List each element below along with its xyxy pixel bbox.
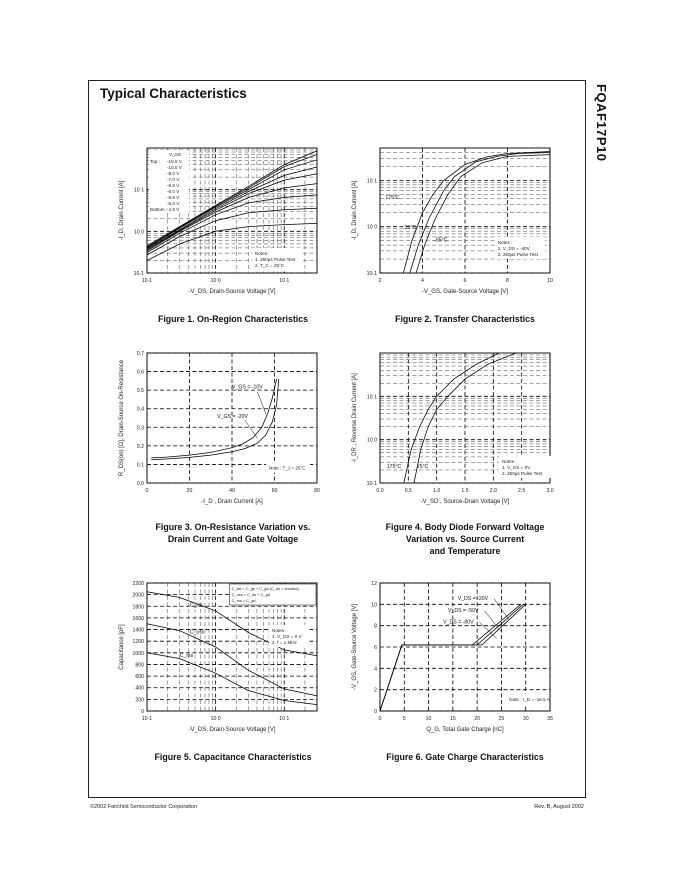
figure-1-chart <box>100 140 330 310</box>
notes-line: 1. V_GS = 0 V <box>272 633 302 639</box>
legend-entry: C_oss = C_ds + C_gd <box>231 592 270 597</box>
y-axis-label: R_DS(on) [Ω], Drain-Source On-Resistance <box>119 359 125 477</box>
legend-entry: -5.0 V <box>167 201 180 206</box>
legend-entry: -6.5 V <box>167 183 180 188</box>
x-tick-label: 35 <box>547 716 553 722</box>
y-tick-label: 0.7 <box>136 351 144 357</box>
y-tick-label: 1200 <box>132 639 144 646</box>
y-tick-label: 400 <box>135 685 144 692</box>
y-tick-label: 0.6 <box>136 369 144 376</box>
x-tick-label: 10 <box>425 716 432 722</box>
label-175c: 175°C <box>385 194 400 201</box>
y-tick-label: 12 <box>371 581 377 587</box>
figure-5-caption: Figure 5. Capacitance Characteristics <box>154 752 312 762</box>
label-25c: 25°C <box>404 224 417 231</box>
legend-header: V_GS <box>168 152 182 157</box>
legend-entry: -4.5 V <box>167 207 180 212</box>
x-axis-label: -V_SD , Source-Drain Voltage [V] <box>420 499 510 505</box>
x-tick-label: 15 <box>449 716 456 722</box>
x-tick-label: 0 <box>145 488 149 494</box>
figure-2-chart <box>345 140 575 310</box>
label-vds-80v: V_DS = -80V <box>443 619 474 626</box>
x-tick-label: 8 <box>506 278 509 284</box>
x-tick-label: 2.0 <box>489 488 497 494</box>
y-tick-label: 10 <box>371 602 377 609</box>
label-vgs-20v: V_GS = -20V <box>217 414 248 420</box>
notes-line: 2. 250μs Pulse Test <box>497 251 538 257</box>
y-tick-label: 6 <box>374 645 377 651</box>
y-axis-label: Capacitance [pF] <box>119 624 125 670</box>
y-tick-label: 10 0 <box>366 224 377 231</box>
label-minus55c: -55°C <box>434 237 448 244</box>
label-vgs-10v: V_GS = -10V <box>232 384 263 391</box>
x-axis-label: -I_D , Drain Current [A] <box>201 499 263 505</box>
y-tick-label: 800 <box>135 662 144 669</box>
figure-6-chart <box>345 575 575 745</box>
figure-4-caption: Figure 4. Body Diode Forward Voltage Variation vs. Source Current and Temperature <box>385 522 545 556</box>
figure-6-caption: Figure 6. Gate Charge Characteristics <box>386 752 544 762</box>
x-tick-label: 10-1 <box>141 716 153 722</box>
x-tick-label: 10-1 <box>141 278 153 284</box>
y-tick-label: 10-1 <box>133 271 144 277</box>
legend-entry: -15.0 V <box>167 159 182 164</box>
legend-entry: C_rss = C_gd <box>231 598 256 603</box>
y-tick-label: 10 1 <box>133 187 144 194</box>
x-tick-label: 0 <box>378 716 382 722</box>
series-line-v-gs-20v <box>151 379 278 460</box>
label-coss: C_oss <box>189 629 205 636</box>
notes-line: Note : T_J = 25°C <box>269 465 306 471</box>
y-axis-label: -V_GS, Gate-Source Voltage [V] <box>352 603 358 691</box>
notes-line: 1. V_GS = 0V <box>502 464 531 470</box>
y-tick-label: 8 <box>374 623 377 630</box>
y-tick-label: 0 <box>374 709 377 715</box>
y-tick-label: 0 <box>141 709 144 715</box>
y-tick-label: 0.5 <box>136 388 144 395</box>
y-tick-label: 200 <box>135 697 144 704</box>
y-axis-label: -I_DR , Reverse Drain Current [A] <box>352 373 358 463</box>
x-tick-label: 10 <box>547 278 553 284</box>
y-tick-label: 10 1 <box>366 394 377 401</box>
legend-entry: -7.0 V <box>167 177 180 182</box>
notes-line: 2. f = 1 MHz <box>272 639 297 645</box>
x-tick-label: 4 <box>421 278 424 284</box>
label-vds-50v: V_DS = -50V <box>448 607 479 614</box>
y-tick-label: 0.0 <box>136 481 144 487</box>
x-axis-label: -V_DS, Drain-Source Voltage [V] <box>188 727 276 733</box>
y-tick-label: 0.1 <box>136 462 144 469</box>
figure-1-caption: Figure 1. On-Region Characteristics <box>157 314 309 324</box>
y-tick-label: 0.3 <box>136 425 144 432</box>
figure-3-caption: Figure 3. On-Resistance Variation vs. Drain Current and Gate Voltage <box>155 522 311 544</box>
notes-line: 1. V_DS = -40V <box>497 245 530 251</box>
x-tick-label: 1.0 <box>433 488 441 494</box>
x-tick-label: 20 <box>474 716 481 722</box>
label-leader <box>484 611 501 632</box>
x-tick-label: 20 <box>186 488 193 494</box>
y-tick-label: 2200 <box>132 581 144 587</box>
x-tick-label: 25 <box>498 716 505 722</box>
x-tick-label: 10 1 <box>279 278 290 284</box>
part-number: FQAF17P10 <box>594 84 609 162</box>
x-tick-label: 3.0 <box>546 488 554 494</box>
y-tick-label: 4 <box>374 666 377 673</box>
footer-copyright: ©2002 Fairchild Semiconductor Corporation <box>90 804 198 810</box>
notes-line: Note : I_D = -16.5 A <box>509 696 550 702</box>
legend-entry: -6.0 V <box>167 189 180 194</box>
x-tick-label: 10 0 <box>210 716 221 722</box>
label-crss: C_rss <box>179 652 194 659</box>
legend-entry: -5.5 V <box>167 195 180 200</box>
y-tick-label: 2 <box>374 687 377 694</box>
y-tick-label: 10-1 <box>366 481 377 487</box>
y-axis-label: -I_D, Drain Current [A] <box>119 180 125 241</box>
label-ciss: C_iss <box>189 602 203 609</box>
notes-line: 1. 250μs Pulse Test <box>255 257 296 262</box>
x-axis-label: -V_GS, Gate-Source Voltage [V] <box>421 289 509 295</box>
legend-entry: C_iss = C_gs + C_gd (C_ds = shorted) <box>231 586 299 591</box>
label-175c: 175°C <box>386 464 402 471</box>
legend-bottom-label: Bottom : <box>150 207 168 212</box>
y-tick-label: 10 0 <box>366 437 377 444</box>
label-vds-20v: V_DS = -20V <box>457 596 489 603</box>
label-leader <box>245 420 258 439</box>
figure-4-chart <box>345 345 575 515</box>
legend-entry: -10.0 V <box>167 165 182 170</box>
x-tick-label: 6 <box>463 278 467 284</box>
x-axis-label: Q_G, Total Gate Charge [nC] <box>426 727 504 733</box>
x-tick-label: 1.5 <box>461 488 469 494</box>
x-tick-label: 0.5 <box>404 488 412 494</box>
series-line-c-rss <box>147 653 317 705</box>
y-tick-label: 2000 <box>132 592 144 599</box>
y-tick-label: 0.4 <box>136 406 144 413</box>
x-tick-label: 10 0 <box>210 278 221 284</box>
figure-5-chart <box>100 575 330 745</box>
section-title: Typical Characteristics <box>100 86 247 101</box>
notes-line: 2. T_C = 25°C <box>255 263 285 268</box>
y-tick-label: 1600 <box>132 615 144 622</box>
figure-3-chart <box>100 345 330 515</box>
legend-top-label: Top : <box>150 159 160 164</box>
notes-line: Notes : <box>272 627 287 633</box>
x-tick-label: 40 <box>229 488 235 494</box>
y-tick-label: 0.2 <box>136 443 144 450</box>
footer-revision: Rev. B, August 2002 <box>534 804 584 810</box>
x-tick-label: 2.5 <box>518 488 526 494</box>
label-leader <box>258 392 267 414</box>
notes-line: Notes : <box>502 458 517 464</box>
y-tick-label: 10 1 <box>366 178 377 185</box>
y-tick-label: 1000 <box>132 650 144 657</box>
x-tick-label: 30 <box>522 716 529 722</box>
notes-line: Notes : <box>255 251 270 256</box>
y-tick-label: 10 0 <box>133 229 144 236</box>
x-tick-label: 2 <box>378 278 382 284</box>
figure-2-caption: Figure 2. Transfer Characteristics <box>395 314 535 324</box>
label-25c: 25°C <box>416 464 429 471</box>
legend-entry: -8.0 V <box>167 171 180 176</box>
x-tick-label: 5 <box>402 716 406 722</box>
x-tick-label: 10 1 <box>279 716 290 722</box>
y-tick-label: 1800 <box>132 604 144 611</box>
y-tick-label: 600 <box>135 674 144 681</box>
x-axis-label: -V_DS, Drain-Source Voltage [V] <box>188 289 276 295</box>
y-axis-label: -I_D, Drain Current [A] <box>352 180 358 241</box>
x-tick-label: 0.0 <box>376 488 384 494</box>
notes-line: Notes : <box>497 239 513 245</box>
y-tick-label: 10-1 <box>366 271 377 277</box>
notes-line: 2. 250μs Pulse Test <box>502 470 543 476</box>
x-tick-label: 80 <box>314 488 320 494</box>
y-tick-label: 1400 <box>132 627 144 634</box>
x-tick-label: 60 <box>271 488 278 494</box>
